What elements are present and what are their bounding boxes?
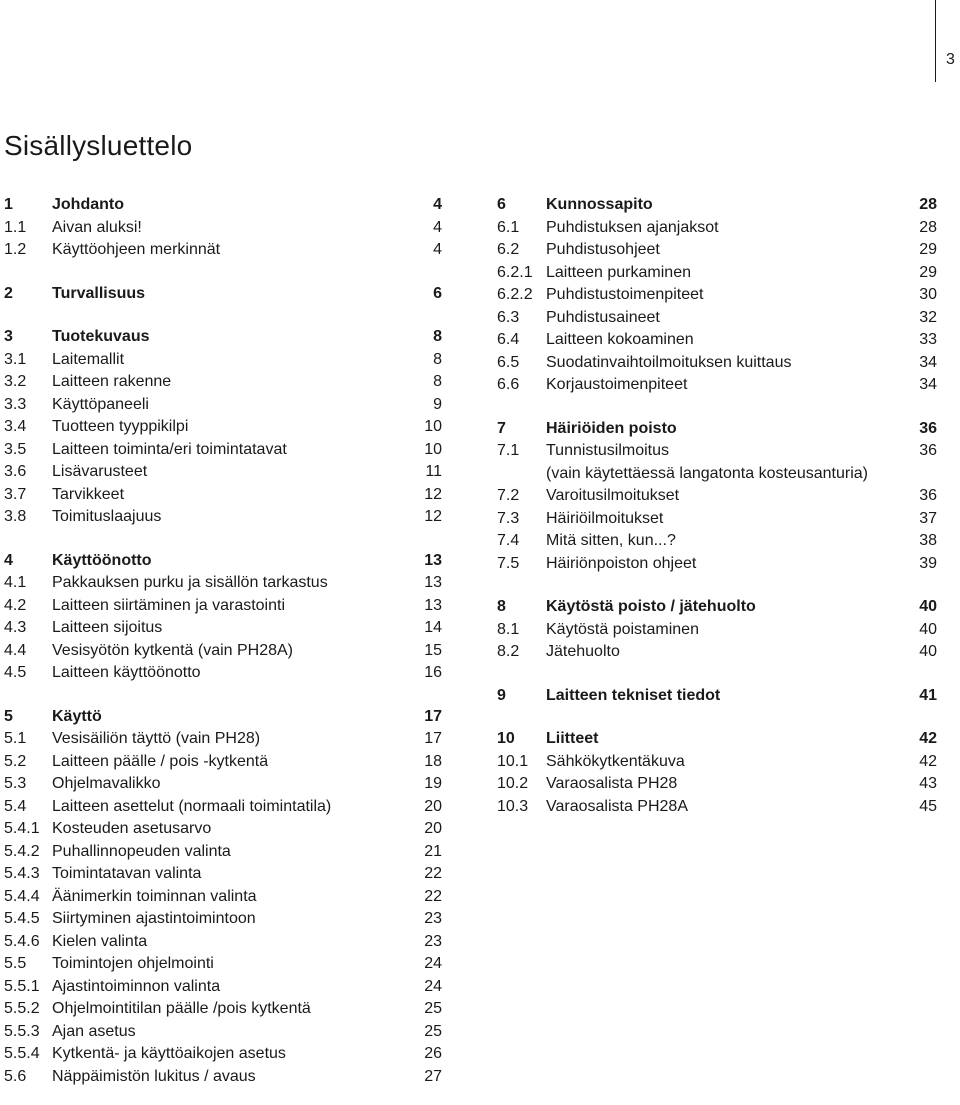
toc-entry-page: 40	[919, 598, 937, 615]
toc-section-gap	[4, 305, 442, 326]
toc-chapter-entry	[497, 418, 937, 441]
toc-entry-page: 30	[919, 286, 937, 303]
toc-entry-page: 20	[424, 797, 442, 815]
toc-entry-page: 38	[919, 532, 937, 549]
toc-entry-page: 13	[424, 596, 442, 614]
toc-entry	[497, 553, 937, 576]
toc-entry-page: 36	[919, 487, 937, 504]
toc-entry-page: 40	[919, 620, 937, 638]
toc-entry-label: Laitemallit	[52, 350, 125, 368]
toc-entry-page: 24	[424, 955, 442, 972]
toc-entry-page: 20	[424, 820, 442, 837]
toc-entry-label: Mitä sitten, kun...?	[546, 532, 676, 549]
toc-entry-number: 5.4.6	[4, 932, 40, 950]
toc-entry-page: 15	[424, 641, 442, 659]
toc-entry-page: 32	[919, 308, 937, 326]
toc-entry-number: 5.4	[4, 797, 27, 815]
toc-entry-page: 8	[433, 350, 442, 368]
page-title: Sisällysluettelo	[4, 130, 193, 161]
toc-entry-label: Tunnistusilmoitus (vain käytettäessä langatonta kosteusanturia)	[546, 442, 868, 482]
toc-entry-label: Tuotekuvaus	[52, 328, 150, 345]
toc-entry-number: 5.5.1	[4, 977, 40, 995]
toc-entry-page: 11	[425, 463, 442, 480]
toc-entry-page: 27	[424, 1067, 442, 1085]
toc-entry-number: 8.2	[497, 643, 520, 660]
toc-entry-number: 9	[497, 686, 506, 704]
toc-entry	[4, 484, 442, 507]
toc-entry-page: 41	[919, 686, 937, 704]
toc-entry-number: 3.2	[4, 373, 27, 390]
toc-entry-page: 28	[919, 218, 937, 236]
toc-entry	[4, 506, 442, 529]
toc-entry-page: 23	[424, 932, 442, 950]
toc-entry-page: 21	[424, 842, 442, 860]
toc-entry	[4, 998, 442, 1021]
toc-entry-label: Näppäimistön lukitus / avaus	[52, 1067, 256, 1085]
toc-entry-label: Varaosalista PH28A	[546, 797, 688, 815]
toc-entry-number: 4	[4, 551, 13, 569]
toc-entry	[4, 595, 442, 618]
toc-entry	[497, 329, 937, 352]
toc-entry-number: 7.3	[497, 509, 520, 527]
toc-entry-number: 4.5	[4, 664, 27, 681]
toc-entry-number: 5.5.4	[4, 1045, 40, 1062]
toc-entry-page: 4	[433, 196, 442, 213]
toc-entry	[497, 773, 937, 796]
toc-entry-number: 6.2	[497, 241, 520, 258]
toc-entry-label: Häiriöiden poisto	[546, 419, 677, 437]
toc-entry-label: Laitteen rakenne	[52, 373, 172, 390]
toc-entry-label: Laitteen toiminta/eri toimintatavat	[52, 440, 287, 458]
toc-entry-page: 10	[424, 418, 442, 435]
toc-entry-page: 42	[919, 752, 937, 770]
toc-entry-page: 18	[424, 752, 442, 770]
toc-entry-page: 22	[424, 865, 442, 882]
toc-entry-number: 6.6	[497, 376, 520, 393]
toc-entry	[497, 307, 937, 330]
toc-entry-number: 5.6	[4, 1067, 27, 1085]
toc-entry	[497, 796, 937, 819]
toc-entry	[497, 530, 937, 553]
toc-entry	[4, 751, 442, 774]
toc-chapter-entry	[4, 283, 442, 306]
toc-chapter-entry	[4, 326, 442, 349]
toc-entry-label: Laitteen siirtäminen ja varastointi	[52, 596, 286, 614]
toc-entry-number: 10	[497, 730, 515, 747]
toc-entry-page: 14	[424, 619, 442, 636]
toc-entry-number: 6.4	[497, 331, 520, 348]
toc-entry-label: Puhallinnopeuden valinta	[52, 842, 231, 860]
toc-section-gap	[4, 685, 442, 706]
toc-entry-page: 40	[919, 643, 937, 660]
toc-entry-label: Häiriönpoiston ohjeet	[546, 554, 697, 572]
page-number: 3	[946, 51, 955, 68]
toc-entry-number: 8.1	[497, 620, 520, 638]
toc-entry	[4, 617, 442, 640]
toc-entry-label: Äänimerkin toiminnan valinta	[52, 887, 257, 905]
toc-entry-label: Korjaustoimenpiteet	[546, 376, 688, 393]
toc-entry-label: Puhdistustoimenpiteet	[546, 286, 704, 303]
toc-entry	[4, 371, 442, 394]
toc-entry-number: 4.1	[4, 574, 27, 591]
toc-chapter-entry	[497, 596, 937, 619]
toc-entry-page: 17	[424, 707, 442, 725]
toc-entry-page: 34	[919, 376, 937, 393]
toc-entry-number: 5.1	[4, 730, 27, 747]
toc-entry-page: 37	[919, 509, 937, 527]
toc-entry-number: 5.4.4	[4, 887, 40, 905]
toc-entry	[4, 662, 442, 685]
toc-entry-number: 1.2	[4, 241, 27, 258]
toc-entry-number: 5.4.1	[4, 820, 40, 837]
toc-entry-label: Laitteen kokoaminen	[546, 331, 694, 348]
toc-entry	[4, 394, 442, 417]
toc-chapter-entry	[497, 728, 937, 751]
toc-entry-page: 12	[424, 485, 442, 503]
toc-entry-page: 4	[433, 241, 442, 258]
toc-entry-number: 5.5.3	[4, 1022, 40, 1040]
toc-entry-page: 9	[433, 395, 442, 413]
toc-entry	[4, 1043, 442, 1066]
toc-entry-number: 5	[4, 707, 13, 725]
toc-entry-page: 28	[919, 196, 937, 213]
toc-entry-page: 22	[424, 887, 442, 905]
toc-entry	[497, 239, 937, 262]
toc-entry-number: 1	[4, 196, 13, 213]
toc-chapter-entry	[4, 706, 442, 729]
toc-entry-label: Laitteen tekniset tiedot	[546, 686, 721, 704]
toc-entry-number: 7.5	[497, 554, 520, 572]
toc-entry	[497, 641, 937, 664]
toc-entry	[4, 1021, 442, 1044]
toc-entry-label: Vesisyötön kytkentä (vain PH28A)	[52, 641, 294, 659]
toc-entry-label: Käytöstä poistaminen	[546, 620, 699, 638]
toc-entry-label: Johdanto	[52, 196, 124, 213]
toc-entry-number: 7	[497, 419, 506, 437]
toc-chapter-entry	[497, 685, 937, 708]
toc-entry	[497, 440, 937, 485]
toc-entry-label: Ohjelmointitilan päälle /pois kytkentä	[52, 1000, 311, 1017]
toc-entry-page: 29	[919, 241, 937, 258]
toc-section-gap	[497, 664, 937, 685]
toc-entry-label: Laitteen käyttöönotto	[52, 664, 201, 681]
toc-entry-page: 39	[919, 554, 937, 572]
toc-entry-label: Laitteen purkaminen	[546, 263, 691, 281]
toc-entry-page: 13	[424, 551, 442, 569]
toc-entry-number: 10.2	[497, 775, 529, 792]
toc-entry-label: Suodatinvaihtoilmoituksen kuittaus	[546, 353, 792, 371]
toc-entry-label: Puhdistusohjeet	[546, 241, 660, 258]
toc-entry	[4, 728, 442, 751]
toc-entry-number: 3	[4, 328, 13, 345]
toc-entry-page: 10	[424, 440, 442, 458]
toc-entry-label: Liitteet	[546, 730, 599, 747]
toc-entry-page: 36	[919, 419, 937, 437]
toc-entry	[4, 572, 442, 595]
toc-entry-label: Käyttö	[52, 707, 102, 725]
toc-entry-number: 5.4.3	[4, 865, 40, 882]
toc-entry-page: 8	[433, 328, 442, 345]
toc-entry-number: 5.5.2	[4, 1000, 40, 1017]
toc-entry	[4, 439, 442, 462]
toc-entry	[4, 239, 442, 262]
toc-entry-label: Pakkauksen purku ja sisällön tarkastus	[52, 574, 328, 591]
toc-entry-page: 42	[919, 730, 937, 747]
toc-entry	[4, 416, 442, 439]
toc-entry-label: Laitteen asettelut (normaali toimintatila)	[52, 797, 332, 815]
toc-chapter-entry	[4, 550, 442, 573]
toc-entry-page: 19	[424, 775, 442, 792]
toc-entry-label: Varaosalista PH28	[546, 775, 678, 792]
toc-entry-number: 6.1	[497, 218, 520, 236]
toc-entry-number: 1.1	[4, 218, 27, 236]
page-number-rule	[935, 0, 936, 82]
toc-right-column	[497, 194, 937, 818]
toc-entry	[4, 953, 442, 976]
toc-entry-label: Käyttöönotto	[52, 551, 152, 569]
toc-chapter-entry	[497, 194, 937, 217]
toc-entry-number: 3.8	[4, 508, 27, 525]
toc-entry-label: Käytöstä poisto / jätehuolto	[546, 598, 756, 615]
toc-entry-number: 6	[497, 196, 506, 213]
toc-entry-page: 29	[919, 263, 937, 281]
toc-entry-label: Sähkökytkentäkuva	[546, 752, 685, 770]
toc-entry-page: 4	[433, 218, 442, 236]
toc-entry	[497, 284, 937, 307]
toc-entry	[497, 352, 937, 375]
toc-section-gap	[497, 575, 937, 596]
toc-entry-number: 4.3	[4, 619, 27, 636]
toc-entry-number: 6.2.1	[497, 263, 533, 281]
toc-entry-page: 45	[919, 797, 937, 815]
toc-entry-number: 3.5	[4, 440, 27, 458]
toc-entry-number: 7.1	[497, 442, 520, 459]
toc-entry	[4, 796, 442, 819]
toc-entry-label: Ohjelmavalikko	[52, 775, 161, 792]
toc-entry-number: 5.4.2	[4, 842, 40, 860]
toc-entry-page: 34	[919, 353, 937, 371]
toc-entry	[4, 931, 442, 954]
toc-entry-label: Toimintatavan valinta	[52, 865, 202, 882]
toc-entry-label: Siirtyminen ajastintoimintoon	[52, 910, 256, 927]
toc-entry-page: 25	[424, 1022, 442, 1040]
toc-entry-page: 12	[424, 508, 442, 525]
toc-entry	[497, 217, 937, 240]
toc-entry	[4, 976, 442, 999]
toc-entry-page: 17	[424, 730, 442, 747]
toc-entry-label: Käyttöohjeen merkinnät	[52, 241, 221, 258]
toc-entry-label: Laitteen päälle / pois -kytkentä	[52, 752, 269, 770]
toc-entry-label: Kunnossapito	[546, 196, 653, 213]
toc-entry	[4, 908, 442, 931]
toc-entry-number: 8	[497, 598, 506, 615]
toc-entry	[4, 349, 442, 372]
toc-section-gap	[497, 707, 937, 728]
toc-entry	[4, 886, 442, 909]
toc-section-gap	[4, 262, 442, 283]
toc-chapter-entry	[4, 194, 442, 217]
toc-entry	[4, 217, 442, 240]
toc-section-gap	[4, 529, 442, 550]
toc-section-gap	[497, 397, 937, 418]
toc-entry-label: Varoitusilmoitukset	[546, 487, 680, 504]
toc-entry-page: 24	[424, 977, 442, 995]
toc-entry-page: 6	[433, 284, 442, 302]
toc-entry	[4, 818, 442, 841]
toc-entry-label: Ajan asetus	[52, 1022, 136, 1040]
toc-entry	[497, 485, 937, 508]
toc-entry-label: Aivan aluksi!	[52, 218, 142, 236]
toc-entry-label: Puhdistuksen ajanjaksot	[546, 218, 719, 236]
toc-entry-page: 33	[919, 331, 937, 348]
toc-entry-number: 10.3	[497, 797, 529, 815]
toc-entry-number: 3.3	[4, 395, 27, 413]
toc-entry-number: 5.5	[4, 955, 27, 972]
toc-entry-number: 10.1	[497, 752, 529, 770]
toc-entry-page: 25	[424, 1000, 442, 1017]
toc-entry-label: Ajastintoiminnon valinta	[52, 977, 221, 995]
toc-entry-number: 5.3	[4, 775, 27, 792]
toc-entry-number: 2	[4, 284, 13, 302]
toc-entry-label: Turvallisuus	[52, 284, 146, 302]
toc-entry	[4, 640, 442, 663]
toc-entry-number: 3.6	[4, 463, 27, 480]
toc-entry-number: 3.4	[4, 418, 27, 435]
toc-entry-label: Lisävarusteet	[52, 463, 148, 480]
toc-entry-label: Tarvikkeet	[52, 485, 125, 503]
toc-entry	[497, 508, 937, 531]
toc-entry-page: 36	[919, 442, 937, 459]
toc-entry-label: Häiriöilmoitukset	[546, 509, 664, 527]
toc-entry-number: 4.4	[4, 641, 27, 659]
toc-left-column	[4, 194, 442, 1088]
toc-entry-label: Käyttöpaneeli	[52, 395, 149, 413]
toc-entry	[4, 841, 442, 864]
toc-entry-number: 6.2.2	[497, 286, 533, 303]
toc-entry	[4, 773, 442, 796]
toc-entry-label: Kielen valinta	[52, 932, 148, 950]
toc-entry	[497, 374, 937, 397]
toc-entry	[4, 461, 442, 484]
toc-entry-number: 5.2	[4, 752, 27, 770]
toc-entry-number: 6.3	[497, 308, 520, 326]
toc-entry	[497, 751, 937, 774]
toc-entry-page: 26	[424, 1045, 442, 1062]
toc-entry-label: Toimintojen ohjelmointi	[52, 955, 214, 972]
toc-entry-label: Laitteen sijoitus	[52, 619, 163, 636]
toc-entry-page: 23	[424, 910, 442, 927]
toc-entry-label: Puhdistusaineet	[546, 308, 660, 326]
toc-entry-number: 3.7	[4, 485, 27, 503]
toc-entry-number: 6.5	[497, 353, 520, 371]
toc-entry-label: Toimituslaajuus	[52, 508, 162, 525]
toc-entry-label: Tuotteen tyyppikilpi	[52, 418, 189, 435]
toc-entry-label: Jätehuolto	[546, 643, 620, 660]
toc-entry-page: 43	[919, 775, 937, 792]
toc-entry-label: Kytkentä- ja käyttöaikojen asetus	[52, 1045, 286, 1062]
toc-entry	[497, 619, 937, 642]
toc-entry-number: 7.4	[497, 532, 520, 549]
toc-entry-number: 3.1	[4, 350, 27, 368]
toc-entry-number: 5.4.5	[4, 910, 40, 927]
toc-entry-number: 7.2	[497, 487, 520, 504]
toc-entry	[497, 262, 937, 285]
toc-entry	[4, 863, 442, 886]
toc-entry-page: 13	[424, 574, 442, 591]
toc-entry-page: 16	[424, 664, 442, 681]
toc-entry-page: 8	[433, 373, 442, 390]
toc-entry-label: Vesisäiliön täyttö (vain PH28)	[52, 730, 261, 747]
toc-entry	[4, 1066, 442, 1089]
toc-entry-number: 4.2	[4, 596, 27, 614]
toc-entry-label: Kosteuden asetusarvo	[52, 820, 212, 837]
